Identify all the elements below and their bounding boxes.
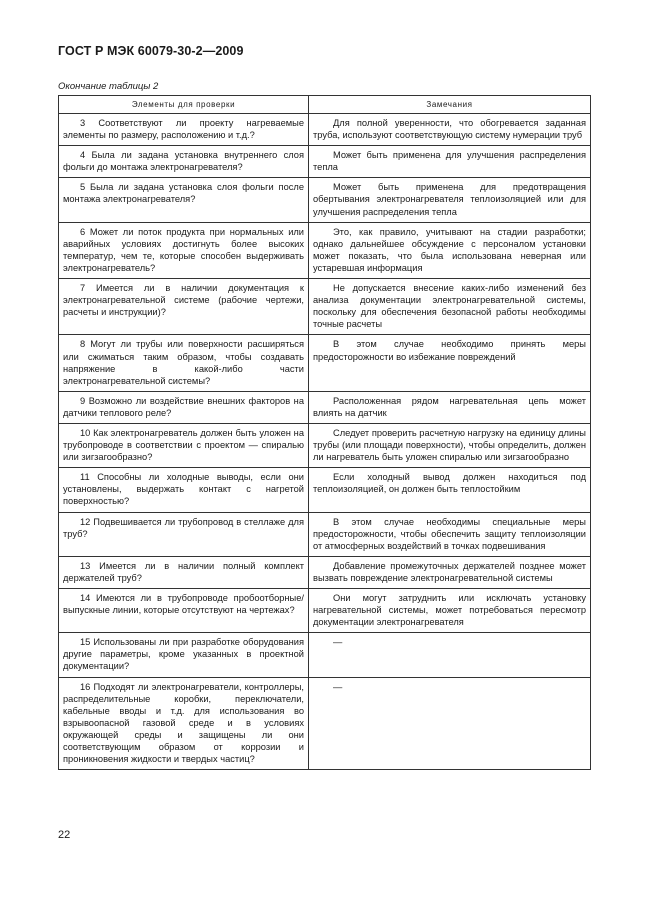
table-row: [59, 677, 591, 770]
remark-cell: Если холодный вывод должен находиться под теплоизоляцией, он должен быть теплостойким: [309, 468, 591, 512]
question-cell: 8 Могут ли трубы или поверхности расширяться или сжиматься таким образом, чтобы создавать напряжение в какой-либо части электронагревательной системы?: [59, 335, 309, 391]
remark-cell: Добавление промежуточных держателей позднее может вызвать повреждение электронагревательной системы: [309, 556, 591, 588]
column-header-elements: Элементы для проверки: [59, 96, 309, 114]
question-cell: 12 Подвешивается ли трубопровод в стеллаже для труб?: [59, 512, 309, 556]
remark-cell: —: [309, 677, 591, 770]
question-cell: 14 Имеются ли в трубопроводе пробоотборные/выпускные линии, которые отсутствуют на чертежах?: [59, 589, 309, 633]
table-row: [59, 114, 591, 146]
column-header-remarks: Замечания: [309, 96, 591, 114]
table-row: [59, 222, 591, 278]
table-caption: Окончание таблицы 2: [58, 81, 159, 92]
inspection-table: [58, 95, 591, 770]
question-cell: 6 Может ли поток продукта при нормальных или аварийных условиях достигнуть более высоких температур, чем те, которые способен выдерживать электронагреватель?: [59, 222, 309, 278]
table-row: [59, 468, 591, 512]
question-cell: 9 Возможно ли воздействие внешних факторов на датчики теплового реле?: [59, 391, 309, 423]
table-row: [59, 391, 591, 423]
remark-cell: —: [309, 633, 591, 677]
table-row: [59, 279, 591, 335]
document-header: ГОСТ Р МЭК 60079-30-2—2009: [58, 44, 244, 58]
remark-cell: Может быть применена для предотвращения обертывания электронагревателя теплоизоляцией или для улучшения распределения тепла: [309, 178, 591, 222]
remark-cell: В этом случае необходимы специальные меры предосторожности, чтобы обеспечить защиту теплоизоляции от атмосферных воздействий в точках подвешивания: [309, 512, 591, 556]
question-cell: 16 Подходят ли электронагреватели, контроллеры, распределительные коробки, переключатели, кабельные вводы и т.д. для использования во взрывоопасной газовой среде и в условиях окружающей среды и защищены ли они соответствующим образом от коррозии и проникновения жидкости и твердых частиц?: [59, 677, 309, 770]
question-cell: 15 Использованы ли при разработке оборудования другие параметры, кроме указанных в проектной документации?: [59, 633, 309, 677]
remark-cell: Следует проверить расчетную нагрузку на единицу длины трубы (или площади поверхности), чтобы определить, должен ли нагреватель быть уложен спиралью или зигзагообразно: [309, 423, 591, 467]
question-cell: 5 Была ли задана установка слоя фольги после монтажа электронагревателя?: [59, 178, 309, 222]
remark-cell: Это, как правило, учитывают на стадии разработки; однако дальнейшее обсуждение с персоналом установки может показать, что была использована неверная или устаревшая информация: [309, 222, 591, 278]
table-row: [59, 423, 591, 467]
table-row: [59, 178, 591, 222]
page-number: 22: [58, 829, 71, 841]
table-row: [59, 512, 591, 556]
remark-cell: Расположенная рядом нагревательная цепь может влиять на датчик: [309, 391, 591, 423]
question-cell: 4 Была ли задана установка внутреннего слоя фольги до монтажа электронагревателя?: [59, 146, 309, 178]
remark-cell: Для полной уверенности, что обогревается заданная труба, используют соответствующую систему нумерации труб: [309, 114, 591, 146]
remark-cell: В этом случае необходимо принять меры предосторожности во избежание повреждений: [309, 335, 591, 391]
question-cell: 3 Соответствуют ли проекту нагреваемые элементы по размеру, расположению и т.д.?: [59, 114, 309, 146]
remark-cell: Не допускается внесение каких-либо изменений без анализа документации электронагревательной системы, поскольку для обеспечения безопасной работы необходимы точные расчеты: [309, 279, 591, 335]
table-row: [59, 633, 591, 677]
question-cell: 13 Имеется ли в наличии полный комплект держателей труб?: [59, 556, 309, 588]
table-row: [59, 556, 591, 588]
table-header-row: [59, 96, 591, 114]
table-row: [59, 589, 591, 633]
remark-cell: Может быть применена для улучшения распределения тепла: [309, 146, 591, 178]
question-cell: 10 Как электронагреватель должен быть уложен на трубопроводе в соответствии с проектом — спиралью или зигзагообразно?: [59, 423, 309, 467]
remark-cell: Они могут затруднить или исключать установку нагревательной системы, может потребоваться пересмотр документации электронагревателя: [309, 589, 591, 633]
question-cell: 7 Имеется ли в наличии документация к электронагревательной системе (рабочие чертежи, расчеты и инструкции)?: [59, 279, 309, 335]
question-cell: 11 Способны ли холодные выводы, если они установлены, выдержать контакт с нагретой поверхностью?: [59, 468, 309, 512]
table-row: [59, 146, 591, 178]
table-row: [59, 335, 591, 391]
